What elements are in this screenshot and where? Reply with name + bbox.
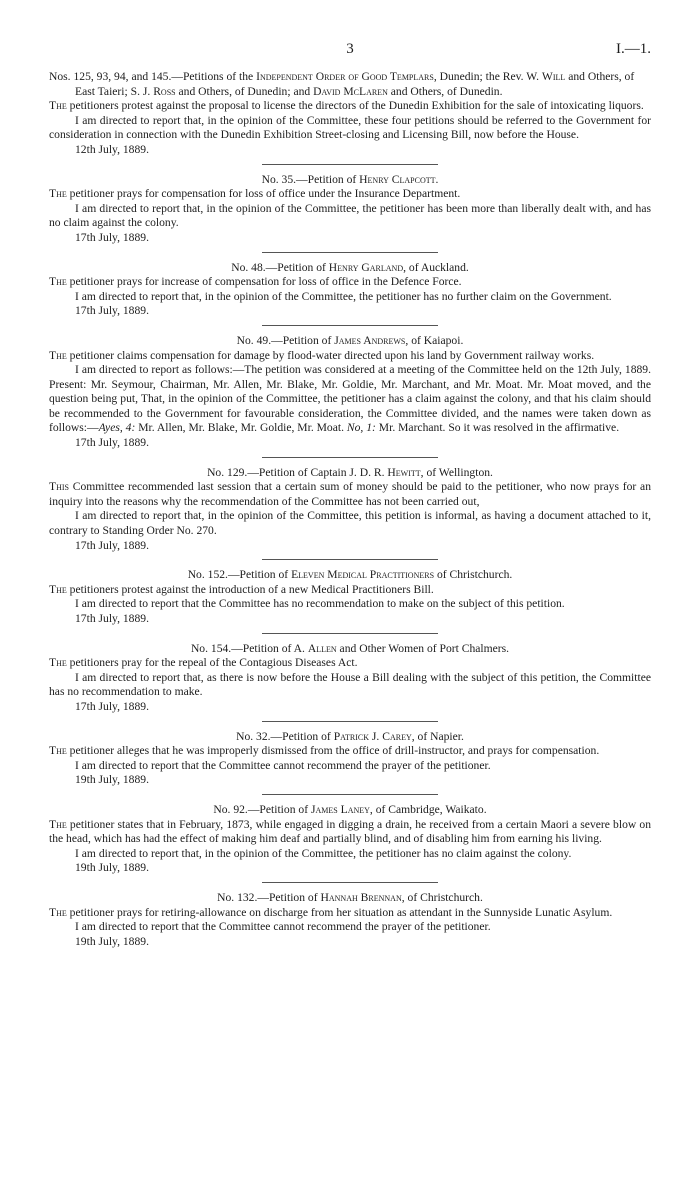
noes-label: No, 1:	[346, 421, 376, 435]
heading-text: No. 132.—Petition of	[217, 890, 321, 904]
heading-text: Nos. 125, 93, 94, and 145.—Petitions of the	[49, 70, 257, 83]
petition-132	[49, 891, 651, 949]
heading-text: No. 152.—Petition of	[187, 568, 292, 582]
lead-word: The	[49, 99, 67, 113]
heading-text: No. 129.—Petition of Captain J. D. R.	[207, 465, 388, 479]
petitioner-name: Eleven Medical Practitioners	[291, 568, 435, 582]
report-date: 19th July, 1889.	[75, 773, 149, 787]
heading-text: No. 49.—Petition of	[236, 333, 335, 347]
petitioner-name: Henry Clapcott	[359, 172, 436, 186]
paper-reference: I.—1.	[616, 41, 651, 57]
report-date: 19th July, 1889.	[75, 861, 149, 875]
lead-word: The	[49, 187, 67, 201]
heading-text: , of Cambridge, Waikato.	[369, 802, 487, 816]
heading-text: , of Auckland.	[403, 260, 469, 274]
petitioner-name: Patrick J. Carey	[333, 729, 412, 743]
petitioner-name: Allen	[307, 641, 337, 655]
heading-text: .	[435, 172, 439, 186]
heading-text: and Others, of Dunedin; and	[175, 84, 314, 98]
summary-text: petitioner alleges that he was improperly dismissed from the office of drill-instructor, and prays for compensation.	[66, 744, 600, 758]
report-date: 19th July, 1889.	[75, 934, 149, 948]
section-divider	[262, 721, 438, 722]
report-date: 17th July, 1889.	[75, 699, 149, 713]
committee-report: I am directed to report that the Committee cannot recommend the prayer of the petitioner.	[75, 758, 491, 772]
petition-heading	[49, 891, 651, 906]
committee-report: I am directed to report that, in the opinion of the Committee, these four petitions should be referred to the Government for consideration in connection with the Dunedin Exhibition Street-closing and Licensing Bill, now before the House.	[49, 113, 651, 142]
noes-names: Mr. Marchant. So it was resolved in the affirmative.	[375, 421, 620, 435]
petitioner-name: Ross	[153, 84, 176, 98]
petition-heading	[49, 803, 651, 818]
report-date: 12th July, 1889.	[75, 142, 149, 156]
petition-summary	[49, 583, 651, 598]
committee-report: I am directed to report that, in the opinion of the Committee, the petitioner has no claim against the colony.	[75, 846, 572, 860]
petition-summary	[49, 349, 651, 364]
committee-report: I am directed to report that, in the opinion of the Committee, this petition is informal, as having a document attached to it, contrary to Standing Order No. 270.	[49, 509, 651, 538]
petition-summary	[49, 99, 651, 114]
report-date: 17th July, 1889.	[75, 612, 149, 625]
heading-text: No. 154.—Petition of A.	[190, 641, 308, 655]
page-number: 3	[346, 41, 354, 57]
heading-text: , Dunedin; the Rev. W.	[433, 70, 542, 83]
heading-text: , of Napier.	[411, 729, 464, 743]
petitioner-name: Henry Garland	[328, 260, 404, 274]
petition-heading	[49, 568, 651, 583]
summary-text: petitioners protest against the introduction of a new Medical Practitioners Bill.	[66, 582, 434, 596]
petitioner-name: Independent Order of Good Templars	[256, 70, 434, 83]
heading-text: , of Christchurch.	[401, 890, 483, 904]
petitioner-name: James Laney	[310, 802, 370, 816]
lead-word: The	[49, 656, 67, 670]
report-date: 17th July, 1889.	[75, 230, 149, 244]
heading-text: , of Kaiapoi.	[405, 333, 464, 347]
committee-report: I am directed to report that, in the opinion of the Committee, the petitioner has been more than liberally dealt with, and has no claim against the colony.	[49, 201, 651, 230]
petitioner-name: Will	[541, 70, 566, 83]
lead-word: The	[49, 817, 67, 831]
report-date: 17th July, 1889.	[75, 436, 149, 450]
petition-heading	[49, 70, 651, 99]
heading-text: No. 92.—Petition of	[213, 802, 311, 816]
petition-32	[49, 730, 651, 788]
petition-92	[49, 803, 651, 876]
ayes-label: Ayes, 4:	[98, 421, 136, 435]
report-date: 17th July, 1889.	[75, 304, 149, 318]
committee-report: I am directed to report that the Committee has no recommendation to make on the subject of this petition.	[75, 597, 565, 611]
section-divider	[262, 457, 438, 458]
petition-heading	[49, 261, 651, 276]
heading-text: and Other Women of Port Chalmers.	[336, 641, 510, 655]
petition-129	[49, 466, 651, 554]
heading-text: , of Wellington.	[420, 465, 493, 479]
petition-152	[49, 568, 651, 626]
heading-text: and Others, of East Taieri; S. J.	[75, 70, 635, 98]
petition-48	[49, 261, 651, 319]
petitioner-name: Hewitt	[387, 465, 421, 479]
heading-text: No. 48.—Petition of	[231, 260, 329, 274]
section-divider	[262, 252, 438, 253]
summary-text: petitioner claims compensation for damage by flood-water directed upon his land by Government railway works.	[66, 348, 595, 362]
petition-49	[49, 334, 651, 451]
heading-text: of Christchurch.	[434, 568, 513, 582]
petition-154	[49, 642, 651, 715]
committee-report: I am directed to report that the Committee cannot recommend the prayer of the petitioner.	[75, 920, 491, 934]
committee-report	[49, 363, 651, 436]
lead-word: This	[49, 480, 69, 494]
section-divider	[262, 794, 438, 795]
summary-text: petitioner states that in February, 1873, while engaged in digging a drain, he received from a certain Maori a severe blow on the head, which has had the effect of making him deaf and partially blind, and of disabling him from earning his living.	[49, 817, 651, 846]
lead-word: The	[49, 744, 67, 758]
section-divider	[262, 633, 438, 634]
heading-text: and Others, of Dunedin.	[387, 84, 503, 98]
committee-report: I am directed to report that, as there is now before the House a Bill dealing with the subject of this petition, the Committee has no recommendation to make.	[49, 670, 651, 699]
petition-heading	[49, 466, 651, 481]
heading-text: No. 32.—Petition of	[236, 729, 334, 743]
summary-text: petitioner prays for retiring-allowance on discharge from her situation as attendant in the Sunnyside Lunatic Asylum.	[66, 905, 613, 919]
lead-word: The	[49, 275, 67, 289]
petition-summary	[49, 906, 651, 921]
section-divider	[262, 325, 438, 326]
lead-word: The	[49, 905, 67, 919]
section-divider	[262, 882, 438, 883]
summary-text: petitioners pray for the repeal of the Contagious Diseases Act.	[66, 656, 358, 670]
petition-heading	[49, 642, 651, 657]
petition-heading	[49, 173, 651, 188]
petition-summary	[49, 818, 651, 847]
petition-intro	[49, 70, 651, 158]
committee-report: I am directed to report that, in the opinion of the Committee, the petitioner has no further claim on the Government.	[75, 289, 612, 303]
petition-summary	[49, 480, 651, 509]
petition-summary	[49, 744, 651, 759]
report-date: 17th July, 1889.	[75, 538, 149, 552]
summary-text: petitioners protest against the proposal to license the directors of the Dunedin Exhibition for the sale of intoxicating liquors.	[66, 99, 644, 113]
petition-heading	[49, 730, 651, 745]
petition-summary	[49, 275, 651, 290]
petition-summary	[49, 656, 651, 671]
lead-word: The	[49, 348, 67, 362]
report-text: I am directed to report as follows:—The petition was considered at a meeting of the Committee held on the 12th July, 1889. Present: Mr. Seymour, Chairman, Mr. Allen, Mr. Blake, Mr. Goldie, Mr. Marchant, and Mr. Moat. Mr. Moat moved, and the question being put, That, in the opinion of the Committee, the petitioner has a claim against the colony, and that his claim should be recommended to the Government for favourable consideration, the Committee divided, and the names were taken down as follows:—	[49, 363, 651, 435]
page-header	[49, 42, 651, 70]
summary-text: petitioner prays for increase of compensation for loss of office in the Defence Force.	[66, 275, 462, 289]
petition-summary	[49, 187, 651, 202]
petition-35	[49, 173, 651, 246]
petitioner-name: James Andrews	[334, 333, 406, 347]
petitioner-name: David McLaren	[313, 84, 388, 98]
ayes-names: Mr. Allen, Mr. Blake, Mr. Goldie, Mr. Moat.	[135, 421, 347, 435]
petition-heading	[49, 334, 651, 349]
petitioner-name: Hannah Brennan	[320, 890, 402, 904]
summary-text: petitioner prays for compensation for loss of office under the Insurance Department.	[66, 187, 461, 201]
summary-text: Committee recommended last session that a certain sum of money should be paid to the petitioner, who now prays for an inquiry into the reasons why the recommendation of the Committee has not been carried out,	[49, 480, 651, 508]
section-divider	[262, 164, 438, 165]
lead-word: The	[49, 582, 67, 596]
heading-text: No. 35.—Petition of	[261, 172, 360, 186]
section-divider	[262, 559, 438, 560]
